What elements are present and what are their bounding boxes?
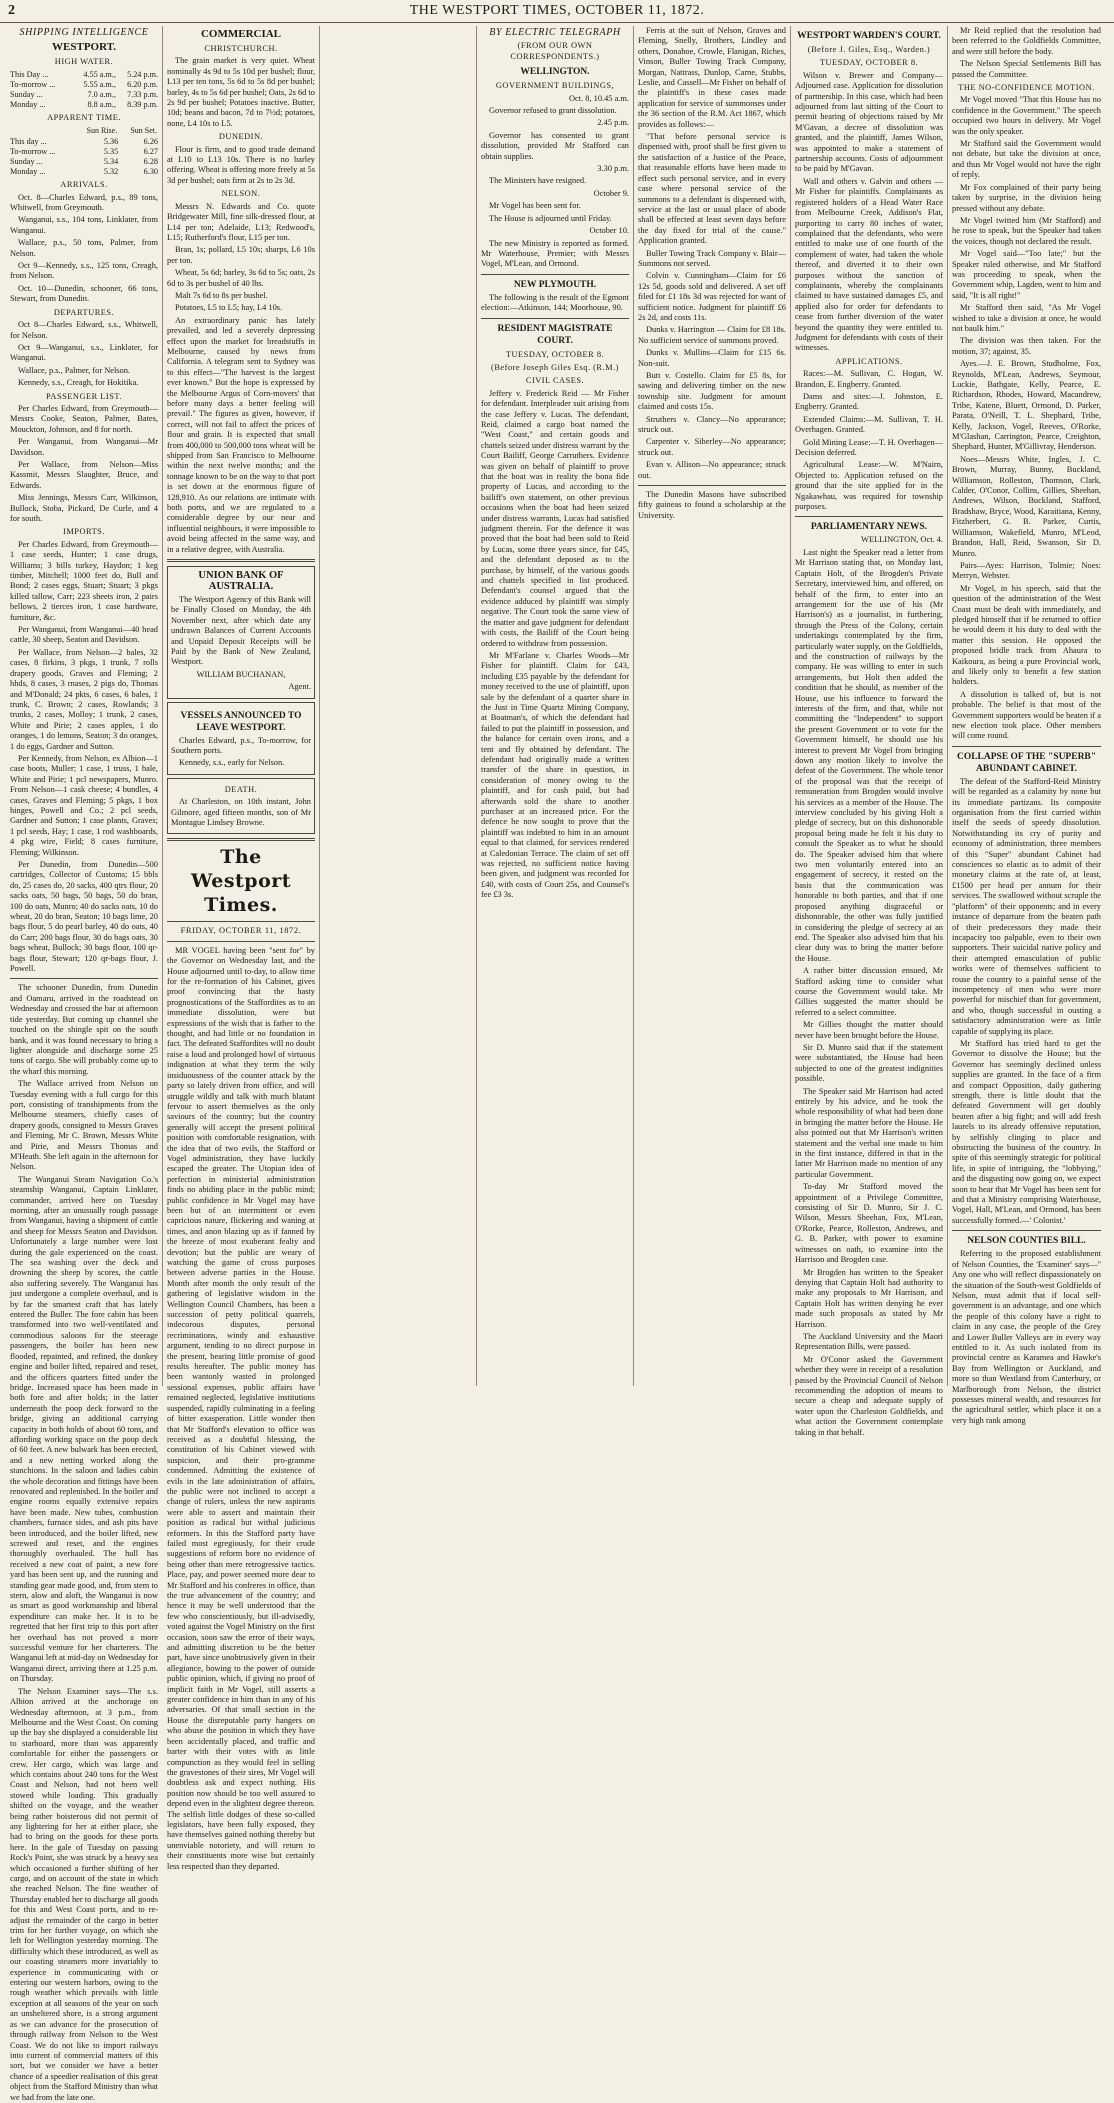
rm-court-before: (Before Joseph Giles Esq. (R.M.) — [491, 362, 619, 372]
cell: 8.8 a.m., — [87, 99, 116, 109]
nelson-report: An extraordinary panic has lately prevailed, and led a severely depressing effect upon the market for breadstuffs in Melbourne, caused by news from California. A telegram sent to Sydney was to this effect—"The harvest is the largest ever known." But the hope is expressed by the Melbourne Argus of Corn-movers' that before many days a better feeling will prevail." The figures as given, however, if correct, will not fail to affect the prices of flour and grain. It is expected that small from 400,000 to 500,000 tons wheat will be shipped from San Francisco to Melbourne within the next twelve months; and the tonnage known to be on the way to that port is set down at the enormous figure of 128,910. As our relations are intimate with both ports, and we are regulated to a considerable degree by our near and influential neighbours, it were impossible to avoid being affected in the same way, and in a relative degree, with Australia. — [167, 315, 315, 554]
court-case: Wilson v. Brewer and Company—Adjourned case. Application for dissolution of partnership. In this case, which had been adjourned from last sitting of the Court to permit hearing of objections raised by Mr M'Gavan, a decree of dissolution was granted, and the plaintiff, James Wilson, was appointed to make a statement of partnership accounts. Costs of adjournment to be paid by M'Gavan. — [795, 70, 943, 174]
court-case: Struthers v. Clancy—No appearance; struck out. — [638, 414, 786, 435]
collapse-heading: COLLAPSE OF THE "SUPERB" ABUNDANT CABINET. — [956, 751, 1097, 774]
shipping-news-paragraph: The Nelson Examiner says—The s.s. Albion arrived at the anchorage on Wednesday afternoon, at 3 p.m., from Melbourne and the West Coast. On coming up the bay she displayed a considerable list to starboard, more than was apparently comfortable for either the passengers or crew. Her cargo, which was large and which contains about 240 tons for the West Coast and Nelson, had not been well stowed while loading. This gradually shifted on the voyage, and the weather being rather boisterous did not permit of any lightering for her at either place, she had to bring on the goods for these ports here. In the gale of Tuesday on passing Rock's Point, she was struck by a heavy sea which occasioned a further shifting of her cargo, and on account of the state in which she reached Nelson. The fine weather of Thursday enabled her to discharge all goods for this and West Coast ports, and to re-adjust the remainder of the cargo in better trim for her further voyage, on which she left for Wellington yesterday morning. The difficulty which these introduced, as well as our coasting steamers more invariably to experience in communicating with or entering our western harbors, owing to the rough weather which prevails with little exception at all seasons of the year on such an unsheltered shore, is a strong argument as we can advance for the prosecution of through railway from Nelson to the West Coast. We do not like to import railways into current of commercial matters of this sort, but we consider we have a better chance of a speedier realisation of this great object from the Stafford Ministry than what we had from the late one. — [10, 1686, 158, 2102]
divider — [481, 274, 629, 275]
cell: This Day ... — [10, 69, 49, 79]
table-row — [10, 70, 158, 80]
new-plymouth-body: The following is the result of the Egmont election:—Atkinson, 144; Moorhouse, 90. — [481, 292, 629, 313]
nelson-report: Messrs N. Edwards and Co. quote Bridgewater Mill, fine silk-dressed flour, at L14 per ton; Adelaide, L13; Redwood's, L15; Rutherford's flour, L15 per ton. — [167, 201, 315, 242]
arrival-entry: Wanganui, s.s., 104 tons, Linklater, from Wanganui. — [10, 215, 158, 235]
parliamentary-paragraph: A rather bitter discussion ensued, Mr Stafford asking time to consider what course the Government would take. Mr Gillies suggested the matter should be referred to a select committee. — [795, 966, 943, 1017]
no-confidence-paragraph: Noes—Messrs White, Ingles, J. C. Brown, Murray, Bunny, Buckland, Williamson, Rolleston, Thomson, Clark, Calder, O'Conor, Collins, Gillies, Sheehan, Andrews, Wilson, Buckland, Stafford, Bradshaw, Bryce, Wood, Karaitiana, Kenny, Fitzherbert, G. B. Parker, Curtis, Williamson, Wakefield, Munro, M'Leod, Brandon, Hall, Reid, Swanson, Sir D. Munro. — [952, 454, 1101, 558]
parliamentary-paragraph: Mr O'Conor asked the Government whether they were in receipt of a resolution passed by the Provincial Council of Nelson recommending the adoption of means to secure a cheap and adequate supply of water upon the Charleston Goldfields, and what action the Government contemplate taking in that behalf. — [795, 1354, 943, 1437]
telegraph-time: October 10. — [589, 226, 629, 236]
imports-heading: IMPORTS. — [63, 527, 105, 537]
leader-article: MR VOGEL having been "sent for" by the Governor on Wednesday last, and the House adjourned until to-day, to allow time for the re-formation of his Cabinet, gives proof convincing that the hasty prognostications of the Staffordites as to an immediate dissolution, were but expressions of the wish that is father to the thought, and had little or no foundation in fact. The defeated Staffordites will no doubt raise a loud and prolonged howl of virtuous indignation at what they term the wily insiduousness of the counter attack by the party so lately driven from office, and will struggle wildly and talk with much blatant fervour to assert themselves as the only saviours of the country; but the country generally will accept the present political position with comfortable resignation, with the idea that of two evils, the Stafford or Vogel administration, they have luckily escaped the greater. The Utopian idea of perfection in ministerial administration finds no abiding place in the public mind; public confidence in Mr Vogel may have been but of an intermittent or even capricious nature, flickering and waning at times, and anon blazing up as if fanned by the breeze of most exuberant fealty and devotion; but the public are weary of watching the game of cross purposes between adverse parties in the House. Month after month the only result of the gathering of legislative wisdom in the Wellington Council Chambers, has been a succession of petty political quarrels, indecorous disputes, personal recriminations, windy and exhaustive argument, tending to no direct purpose in the present, bearing little promise of good results hereafter. The public money has been wantonly wasted in prolonged sessional expenses, public affairs have remained neglected, legislative institutions suspended, rapidly culminating in a feeling of bitter exasperation. Little wonder then that Mr Stafford's elevation to office was received as a doubtful blessing, the constitution of his Cabinet viewed with suspicion, and their pro-gramme condemned. Admitting the existence of evils in the late administration of affairs, the public were not inclined to accept a change of rulers, unless the new aspirants were able to assert and maintain their position as radical but withal judicious reformers. In this the Stafford party have failed most egregiously, for their crude suggestions of reform bore no evidence of being other than mere retrogressive tactics. Place, pay, and power seemed more dear to Mr Stafford and his confreres in office, than the true advancement of the country; and hence it may be well understood that the few who conscientiously, but ill-advisedly, voted against the Vogel Ministry on the first occasion, soon saw the error of their ways, and admitting discretion to be the better part, have since unobtrusively given in their allegiance, bowing to the power of outside public opinion, which, if giving no proof of implicit faith in Mr Vogel, still asserts a greater confidence in him than in any of his adversaries. Of that small section in the House the disreputable party hangers on who abuse the position in which they have been accidentally placed, and traffic and barter with their votes with as little compunction as they would feel in selling the gravestones of their sires, Mr Vogel will doubtless ask and expect nothing. His position now should be too well assured to depend even in the slightest degree thereon. The selfish little dodges of these so-called legislators, have been fully exposed, they have themselves gained nothing thereby but unenviable notoriety, and will return to their constituents more wise but certainly less respected than they departed. — [167, 945, 315, 1871]
telegraph-item: Governor refused to grant dissolution. — [489, 106, 617, 116]
table-row — [10, 80, 158, 90]
no-confidence-paragraph: A dissolution is talked of, but is not probable. The belief is that most of the Government supporters would be beaten if a new election took place. Other members will come round. — [952, 689, 1101, 741]
parliamentary-paragraph: Sir D. Munro said that if the statement were substantiated, the House had been subjected to one of the greatest indignities possible. — [795, 1042, 943, 1084]
divider — [10, 978, 158, 979]
union-bank-notice — [167, 566, 315, 698]
telegraph-time: 3.30 p.m. — [597, 164, 629, 174]
departure-entry: Oct 8—Charles Edward, s.s., Whitwell, for Nelson. — [10, 320, 158, 340]
departures-heading: DEPARTURES. — [53, 307, 115, 317]
wardens-court-date: TUESDAY, OCTOBER 8. — [819, 58, 919, 68]
high-water-heading: HIGH WATER. — [54, 57, 114, 67]
import-entry: Per Wallace, from Nelson—2 bales, 32 cases, 8 firkins, 3 pkgs, 1 trunk, 7 rolls drapery goods, Graves and Fleming; 2 hhds, 8 cases, 3 rnases, 2 pigs do, Thomas and M'Donald; 24 pkts, 6 cases, 6 bales, 1 trunk, C. Brown; 2 cases, Rowlands; 3 trunks, 2 cases, Molloy; 1 trunk, 2 cases, White and Pirie; 2 cases apples, 1 do oranges, 1 do lemons, Seaton; 3 do oranges, 1 do eggs, Gardner and Sutton. — [10, 647, 158, 751]
no-confidence-paragraph: Mr Fox complained of their party being taken by surprise, in the division being pressed without any debate. — [952, 182, 1101, 213]
no-confidence-heading: THE NO-CONFIDENCE MOTION. — [958, 83, 1095, 93]
divider — [167, 921, 315, 922]
vessels-body: Charles Edward, p.s., To-morrow, for Southern ports. — [171, 735, 311, 755]
union-bank-signatory: WILLIAM BUCHANAN, — [196, 669, 286, 679]
shipping-heading: SHIPPING INTELLIGENCE — [19, 27, 149, 38]
application-entry: Dams and sites:—J. Johnston, E. Engberry. Granted. — [795, 392, 943, 412]
column-1 — [6, 26, 163, 2102]
column-3 — [320, 26, 477, 1386]
collapse-paragraph: Mr Stafford has tried hard to get the Governor to dissolve the House; but the Governor has seemingly declined unless supplies are granted. In the face of a firm and compact Opposition, daily gathering strength, there is little doubt that the defeated Government will get doubly beaten after a big fight; and will add fresh laurels to its already offensive reputation, by selfishly clinging to place and obstructing the business of the country. In spite of this seemingly strategic for political life, in spite of intriguing, the "lobbying," and the disgusting now going on, we expect soon to hear that Mr Vogel has been sent for and that a Ministry comprising Waterhouse, Vogel, Hall, M'Lean, and Ormond, has been successfully formed.—' Colonist.' — [952, 1038, 1101, 1225]
court-case: Evan v. Allison—No appearance; struck out. — [638, 460, 786, 480]
court-case: Dunks v. Mullins—Claim for £15 6s. Non-suit. — [638, 348, 786, 368]
telegraph-item: The Ministers have resigned. — [489, 176, 587, 186]
arrival-entry: Oct 9—Kennedy, s.s., 125 tons, Creagh, from Nelson. — [10, 261, 158, 281]
news-item: The Dunedin Masons have subscribed fifty guineas to found a scholarship at the University. — [638, 490, 786, 520]
table-row — [10, 90, 158, 100]
death-body: At Charleston, on 10th instant, John Gilmore, aged fifteen months, son of Mr Montague Lindsey Browne. — [171, 797, 311, 827]
court-case: Carpenter v. Siberley—No appearance; struck out. — [638, 437, 786, 457]
cell: 5.32 — [103, 167, 119, 177]
court-case: Buller Towing Track Company v. Blair—Summons not served. — [638, 248, 786, 268]
cell: 5.55 a.m., — [83, 79, 116, 89]
cell: To-morrow ... — [10, 147, 56, 157]
table-row — [10, 100, 158, 110]
vessels-body: Kennedy, s.s., early for Nelson. — [179, 758, 285, 768]
parliamentary-paragraph: Last night the Speaker read a letter from Mr Harrison stating that, on Monday last, Captain Holt, of the Brogden's Private Secretary, interviewed him, and offered, on behalf of the firm, to enter into an arrangement for the use of his (Mr Harrison's) as a journalist, in furthering, through the Press of the Colony, certain undertakings contemplated by the firm, particularly water supply, on the Goldfields, and the construction of railways by the company. He was willing to enter in such arrangements, but Holt then added the condition that he should, as member of the House, use his influence to forward the interests of the firm, and that, while not committing the "Independent" to support the present Government or to vote for the Government himself, he should use his interest to prevent Mr Vogel from bringing down any motion likely to involve the defeat of the Government. The whole tenor of the proposal was that the receipt of remuneration from Brogden would involve his services as a member of the House. The interview concluded by his giving Holt a pledge of secrecy, but on this dishonorable proposal being made he felt it his duty to consult the Speaker as to what he should do. The Speaker advised him that where two men voluntarily entered into an engagement of secrecy, it rested on the basis that the communication was honorable to both parties, and that if one proposed anything disgraceful or dishonorable, the other was fully justified in considering the pledge of secrecy at an end. The Speaker also advised him that his clear duty was to bring the matter before the House. — [795, 547, 943, 963]
no-confidence-paragraph: Pairs—Ayes: Harrison, Tolmie; Noes: Merryn, Webster. — [952, 560, 1101, 581]
nelson-report: Wheat, 5s 6d; barley, 3s 6d to 5s; oats, 2s 6d to 3s per bushel of 40 lbs. — [167, 268, 315, 288]
newspaper-flag: The Westport Times. — [190, 846, 292, 917]
rm-court-date: TUESDAY, OCTOBER 8. — [505, 349, 605, 359]
page-number: 2 — [8, 3, 15, 18]
shipping-news-paragraph: The Wanganui Steam Navigation Co.'s steamship Wanganui, Captain Linklater, commander, arrived here on Tuesday morning, after an unusually rough passage from Wanganui, having a shipment of cattle and sheep for Messrs Seaton and Davidson. Unfortunately a large number were lost during the gale experienced on the coast. The sea washing over the deck and drowning the sheep by scores, the cattle also suffering severely. The Wanganui has just undergone a complete overhaul, and is by far the smartest craft that has lately entered the Buller. The fore cabin has been transformed into two well-ventilated and commodious saloons for the steerage passengers, the boiler has been new flooded, repainted, and refined, the donkey engine and boiler lifted, repaired and reset, and the officers quarters fitted under the bridge. Increased space has been made in both fore and after holds; in the latter underneath the poop deck forward to the bridge, giving an additional carrying capacity in both holds of about 60 tons, and affording working space on the poop deck of 60 feet. A new bulwark has been erected, and a new netting worked along the stanchions. In the saloon and ladies cabin the whole decoration and fittings have been renovated and replenished. In the boiler and engine rooms equally extensive repairs have been made. New tubes, combustion chambers, furnace sides, and ash pits have been introduced, and the boiler lifted, new screwed and reset, and the engines thoroughly overhauled. The hull has received a new coat of paint, a new fore yard has been sent up, and the running and standing gear made good, and, from stem to stern, alow and aloft, the Wanganui is now as smart as good workmanship and liberal expenditure can make her. It is to be regretted that her first trip to this port after her overhaul has not proved a more successful venture for her charterers. The Wanganui left at mid-day on Wednesday for Wanganui direct, arriving there at 1.25 p.m. on Thursday. — [10, 1174, 158, 1684]
no-confidence-paragraph: Mr Stafford then said, "As Mr Vogel wished to take a division at once, he would not baulk him." — [952, 303, 1101, 333]
column-header: Sun Set. — [130, 126, 157, 136]
court-case: Wall and others v. Galvin and others — Mr Fisher for plaintiffs. Complainants as registered holders of a Head Water Race from Melbourne Creek, Addison's Flat, purporting to carry 80 inches of water, complained that the defendants, who were entitled to make use of one fourth of the complement of water, had taken the whole thereof, and diverted it to their own purposes without the sanction of complainants, whereby the complainants claimed to have sustained damages £5, and applied also for order for defendants to cease from further diversion of the water beyond the quantity they were entitled to. Judgment for defendants with costs of their witnesses. — [795, 176, 943, 353]
telegraph-time: 2.45 p.m. — [597, 118, 629, 128]
telegraph-item: Governor has consented to grant dissolution, provided Mr Stafford can obtain supplies. — [481, 130, 629, 161]
no-confidence-paragraph: Mr Vogel moved "That this House has no confidence in the Government." The speech occupied two hours in delivery. Mr Vogel was the only speaker. — [952, 95, 1101, 136]
wardens-court-before: (Before J. Giles, Esq., Warden.) — [807, 45, 931, 54]
cell: 8.39 p.m. — [127, 99, 158, 109]
no-confidence-paragraph: Mr Vogel twitted him (Mr Stafford) and he rose to speak, but the Speaker had taken the voices, though not declared the result. — [952, 215, 1101, 246]
column-2 — [163, 26, 320, 1871]
cell: To-morrow ... — [10, 79, 56, 89]
divider — [167, 559, 315, 562]
telegraph-item: Mr Vogel has been sent for. — [489, 201, 581, 211]
leader-dateline: FRIDAY, OCTOBER 11, 1872. — [180, 926, 302, 936]
nelson-report: Bran, 1s; pollard, L5 10s; sharps, L6 10s per ton. — [167, 245, 315, 265]
masthead-title: THE WESTPORT TIMES, OCTOBER 11, 1872. — [409, 3, 705, 18]
divider — [952, 746, 1101, 747]
nelson-heading: NELSON. — [221, 189, 261, 199]
arrival-entry: Wallace, p.s., 50 tons, Palmer, from Nelson. — [10, 238, 158, 258]
cell: 4.55 a.m., — [83, 69, 116, 79]
civil-cases-heading: CIVIL CASES. — [525, 376, 585, 386]
divider — [795, 516, 943, 517]
import-entry: Per Charles Edward, from Greymouth—1 case seeds, Hunter; 1 case drugs, Williams; 3 bills turkey, Haydon; 1 keg timber, Mitchell; 1000 feet do, Bull and Bond; 2 cases eggs, Stuart; Stuart; 3 pkgs killed tallow, Carr; 223 sheets iron, 2 pairs bellows, 2 tierces iron, 1 case hardware, furniture, &c. — [10, 539, 158, 622]
table-row — [10, 167, 158, 177]
collapse-paragraph: The defeat of the Stafford-Reid Ministry will be regarded as a calamity by none but its immediate partizans. Its composite organisation from the first carried within itself the seeds of speedy dissolution. Notwithstanding its cry of purity and economy of administration, three members of this "Super" abundant Cabinet had consciences so elastic as to admit of their monetary claims at the rate of, at least, £1500 per head per annum for their services. The swallowed without scruple the "platform" of their opponents; and in every instance of departure from the beaten path of their predecessors they made their incapacity too palpable, even to their own supporters. Their suicidal native policy and their attempted emasculation of public works were of themselves sufficient to rouse the country to a painful sense of the incompetency of men who were more powerful for mischief than for government, and who, though successful in ousting a satisfactory administration were as little capable of supplying its place. — [952, 776, 1101, 1036]
nelson-report: Potatoes, L5 to L5; hay, L4 10s. — [175, 303, 283, 313]
passenger-entry: Per Wanganui, from Wanganui—Mr Davidson. — [10, 437, 158, 457]
vessels-notice — [167, 702, 315, 775]
christchurch-heading: CHRISTCHURCH. — [204, 44, 278, 53]
cell: This day ... — [10, 137, 47, 147]
no-confidence-paragraph: Ayes.—J. E. Brown, Studholme, Fox, Reynolds, M'Lean, Andrews, Seymour, Luckie, Bathgate, Kelly, Pearce, E. Richardson, Rhodes, Howard, Macandrew, Tribe, Katene, Bluett, Ormond, D. Parker, Parata, O'Neill, T. L. Shephard, Tribe, Kelly, Jackson, Vogel, Reeves, O'Rorke, M'Glashan, Carrington, Pearce, Creighton, Shephard, Hunter, M'Gillivray, Henderson. — [952, 359, 1101, 452]
nelson-report: Malt 7s 6d to 8s per bushel. — [175, 290, 268, 300]
counties-bill-paragraph: Referring to the proposed establishment of Nelson Counties, the 'Examiner' says—" Any one who will reflect dispassionately on the situation of the South-west Goldfields of Nelson, must admit that if local self-government is an advantage, and one which the people of this colony have a right to claim in any case, the people of the Grey and Lower Buller Valleys are in every way entitled to it. As such isolated from its provincial centre as Karamea and Hawke's Bay from Wellington or Auckland, and more so than Westland from Canterbury, or Marlborough from Nelson, the district possesses mineral wealth, and resources for the agricultural settler, which place it on a very high rank among — [952, 1249, 1101, 1425]
divider — [481, 318, 629, 319]
high-water-table — [10, 70, 158, 110]
court-case: Mr M'Farlane v. Charles Woods—Mr Fisher for plaintiff. Claim for £43, including £35 payable by the defendant for money received to the use of plaintiff, upon sale by the defendant of a quarter share in the Just in Time Quartz Mining Company, at Boatman's, of which the defendant had failed to put the plaintiff in possession, and the balance for certain oven irons, and a tent and fly obtained by defendant. The defendant had originally made a written transfer of the share in question, in consideration of money owing to the plaintiff, and for cash paid, but had afterwards sold the share to another purchaser at an increased price. For the defence he now sought to prove that the plaintiff was indebted to him in an amount equal to that claimed, for services rendered at Caledonian Terrace. The claim of set off was rejected, no sufficient notice having been given, and judgment was recorded for £40, with costs of Court 25s, and Counsel's fee £3 3s. — [481, 650, 629, 900]
passenger-entry: Miss Jennings, Messrs Carr, Wilkinson, Bullock, Stoba, Pickard, De Curle, and 4 for south. — [10, 493, 158, 523]
cell: 6.20 p.m. — [127, 79, 158, 89]
cell: 6.30 — [143, 167, 158, 177]
arrivals-heading: ARRIVALS. — [60, 180, 108, 190]
counties-bill-heading: NELSON COUNTIES BILL. — [967, 1236, 1086, 1247]
death-heading: DEATH. — [224, 784, 258, 794]
table-header — [10, 125, 158, 137]
parliamentary-date: WELLINGTON, Oct. 4. — [861, 535, 943, 545]
arrival-entry: Oct. 10—Dunedin, schooner, 66 tons, Stewart, from Dunedin. — [10, 283, 158, 304]
cell: Monday ... — [10, 99, 46, 109]
no-confidence-paragraph: Mr Vogel, in his speech, said that the question of the administration of the West Coast must be dealt with immediately, and pledged himself that if he returned to office he would deem it his duty to deal with the matter this session. He opposed the proposed bridle track from Ahaura to Kaikoura, as being a pure Provincial work, and likely only to benefit a few station holders. — [952, 583, 1101, 687]
court-case: Ferris at the suit of Nelson, Graves and Fleming, Snelly, Brothers, Lindley and others, Donahoe, Crowle, Flanigan, Riches, Vinson, Buller Towing Track Company, Morgan, Nattrass, Dunlop, Carne, Stubbs, Leslie, and Cassell—Mr Fisher on behalf of the plaintiff's in these cases made application for service of summonses under the 36 section of the R.M. Act 1867, which provides as follows:— — [638, 26, 786, 129]
divider — [167, 838, 315, 841]
cell: 6.26 — [143, 137, 158, 147]
death-notice — [167, 778, 315, 835]
parliamentary-paragraph: Mr Brogden has written to the Speaker denying that Captain Holt had authority to make any proposals to Mr Harrison, and Captain Holt has written denying he ever made such proposals as stated by Mr Harrison. — [795, 1267, 943, 1329]
passenger-entry: Per Charles Edward, from Greymouth—Messrs Cooke, Seaton, Palmer, Bates, Mouckton, Johnson, and 8 for north. — [10, 403, 158, 434]
passenger-heading: PASSENGER LIST. — [46, 391, 122, 401]
departure-entry: Wallace, p.s., Palmer, for Nelson. — [18, 365, 131, 375]
vessels-heading: VESSELS ANNOUNCED TO LEAVE WESTPORT. — [180, 710, 302, 733]
divider — [952, 1230, 1101, 1231]
shipping-news-paragraph: The Wallace arrived from Nelson on Tuesday evening with a full cargo for this port, consisting of transhipments from the Melbourne steamers, chiefly cases of drapery goods, consigned to Messrs Graves and Fleming, Mr C. Brown, Messrs White and Pirie, and Messrs Thomas and M'Heath. She left again in the afternoon for Nelson. — [10, 1079, 158, 1172]
cell: 5.35 — [103, 147, 119, 157]
telegraph-date: Oct. 8, 10.45 a.m. — [568, 93, 629, 103]
union-bank-title: Agent. — [288, 682, 311, 692]
divider — [167, 941, 315, 942]
column-6 — [791, 26, 948, 1437]
column-7 — [948, 26, 1105, 1425]
cell: 5.34 — [103, 157, 119, 167]
application-entry: Races:—M. Sullivan, C. Hogan, W. Brandon, E. Engberry. Granted. — [795, 369, 943, 389]
telegraph-item: The House is adjourned until Friday. — [489, 213, 612, 223]
court-case: Butt v. Costello. Claim for £5 8s, for sawing and delivering timber on the new township site. Judgment for amount claimed and costs 15s. — [638, 371, 786, 412]
sun-table — [10, 125, 158, 177]
parliamentary-paragraph: The Auckland University and the Maori Representation Bills, were passed. — [795, 1331, 943, 1352]
no-confidence-paragraph: Mr Stafford said the Government would not debate, but take the division at once, and thus Mr Vogel would not have the right of reply. — [952, 139, 1101, 180]
dunedin-heading: DUNEDIN. — [218, 132, 264, 142]
new-plymouth-heading: NEW PLYMOUTH. — [513, 279, 597, 290]
cell: Monday ... — [10, 167, 46, 177]
union-bank-heading: UNION BANK OF AUSTRALIA. — [198, 570, 284, 592]
import-entry: Per Dunedin, from Dunedin—500 cartridges, Collector of Customs; 15 bbls do, 25 cases do, 20 sacks, 400 qtrs flour, 20 sacks oats, 50 bags, 50 bags, 50 do bran, 100 do oats, Munro; 40 do sacks oats, 10 do wheat, 20 do bran, Seaton; 10 bags lime, 20 bags flour, 5 do pearl barley, 40 do oats, 40 do Carr; 200 bags flour, 30 do bags oats, 30 bags wheat, Bullock; 30 bags flour, 100 qr-bags flour, Stewart; 120 qr-bags flour, J. Powell. — [10, 860, 158, 974]
column-5 — [634, 26, 791, 1386]
telegraph-subheading: (FROM OUR OWN CORRESPONDENTS.) — [510, 41, 600, 61]
port-heading: WESTPORT. — [52, 41, 116, 54]
telegraph-place-2: GOVERNMENT BUILDINGS, — [495, 81, 615, 91]
application-entry: Gold Mining Lease:—T. H. Overhagen—Decision deferred. — [795, 437, 943, 458]
cell: 7.0 a.m., — [87, 89, 116, 99]
import-entry: Per Kennedy, from Nelson, ex Albion—1 case boots, Muller; 1 case, 1 truss, 1 bale, White and Pirie; 1 pcl newspapers, Munro. From Nelson—1 cask cheese; 4 bundles, 4 cases, Graves and Fleming; 5 pkgs, 1 box hinges, Powell and Co.; 2 pcl seeds, Gardner and Sutton; 1 case plants, Graves; 1 pcl seeds, Hay; 1 case, 1 rod washboards, 4 pkg wire, Field; 8 cases furniture, Fleming; Wilkinson. — [10, 753, 158, 857]
departure-entry: Oct 9—Wanganui, s.s., Linklater, for Wanganui. — [10, 342, 158, 363]
telegraph-heading: BY ELECTRIC TELEGRAPH — [489, 27, 621, 38]
union-bank-body: The Westport Agency of this Bank will be Finally Closed on Monday, the 4th November next, after which date any undrawn Balances of Current Accounts and Unpaid Deposit Receipts will be Paid by the Bank of New Zealand, Westport. — [171, 594, 311, 667]
telegraph-place: WELLINGTON. — [520, 67, 590, 78]
cell: 6.27 — [143, 147, 158, 157]
telegraph-item: The new Ministry is reported as formed. Mr Waterhouse, Premier; with Messrs Vogel, M'Lean, and Ormond. — [481, 238, 629, 269]
parliamentary-paragraph: The Nelson Special Settlements Bill has passed the Committee. — [952, 59, 1101, 79]
parliamentary-heading: PARLIAMENTARY NEWS. — [810, 522, 928, 533]
parliamentary-paragraph: Mr Gillies thought the matter should never have been brought before the House. — [795, 1020, 943, 1040]
cell: Sunday ... — [10, 157, 43, 167]
court-case: Colvin v. Cunningham—Claim for £6 12s 5d, goods sold and delivered. A set off filed for £1 18s 3d was rejected for want of sufficient notice. Judgment for plaintiff £6 2s 2d, and costs 11s. — [638, 271, 786, 322]
column-4 — [477, 26, 634, 1386]
divider — [638, 485, 786, 486]
cell: 7.33 p.m. — [127, 89, 158, 99]
columns — [6, 26, 1108, 2102]
dunedin-report: Flour is firm, and to good trade demand at L10 to L13 10s. There is no barley offering. Wheat is offering more freely at 5s 3d per bushel; oats firm at 2s to 2s 3d. — [167, 144, 315, 185]
commercial-heading: COMMERCIAL — [200, 28, 282, 40]
wardens-court-heading: WESTPORT WARDEN'S COURT. — [797, 31, 941, 41]
no-confidence-paragraph: The division was then taken. For the motion, 37; against, 35. — [952, 336, 1101, 356]
rm-court-heading: RESIDENT MAGISTRATE COURT. — [497, 323, 613, 346]
column-header: Sun Rise. — [86, 126, 118, 136]
no-confidence-paragraph: Mr Vogel said—"Too late;" but the Speaker ruled otherwise, and Mr Stafford was proceeding to speak, when the Government whip, Lagden, went to him and said, "It is all right!" — [952, 249, 1101, 300]
masthead — [0, 0, 1114, 23]
arrival-entry: Oct. 8—Charles Edward, p.s., 89 tons, Whitwell, from Greymouth. — [10, 192, 158, 213]
table-row — [10, 147, 158, 157]
christchurch-report: The grain market is very quiet. Wheat nominally 4s 9d to 5s 10d per bushel; flour, L13 per ten tons, 5s 6d to 5s 8d per bushel; barley, 4s to 5s 6d per bushel; Oats, 2s 6d to 2s 9d per bushel; Potatoes inactive. Butter, 10d; beans and bacon, 7d to 7½d; potatoes, none, L4 10s to L5. — [167, 56, 315, 128]
passenger-entry: Per Wallace, from Nelson—Miss Kassmit, Messrs Slaughter, Bruce, and Edwards. — [10, 459, 158, 490]
court-case: Jeffery v. Frederick Reid — Mr Fisher for defendant. Interpleader suit arising from the case Jeffery v. Lucas. The defendant, Reid, claimed a cargo boat named the "West Coast," and certain goods and chattels seized under distress warrant by the Court Bailiff, George Carruthers. Evidence was given on behalf of plaintiff to prove that the boat was in reality the bona fide property of Lucas, and according to the bailiff's own statement, on other previous occasions when the boat had been seized under distress warrants, Lucas had satisfied judgment therein. For the defence it was proved that the boat had been sold to Reid by Lucas, some three years since, for £45, and the defendant deposed as to the purchase, by himself, of the various goods and chattels specified in list produced. Defendant's counsel argued that the evidence adduced by plaintiff was simply negative. The Court took the same view of the matter and gave judgment for defendant with costs, the Bailiff of the Court being ordered to withdraw from possession. — [481, 388, 629, 648]
cell: 6.28 — [143, 157, 158, 167]
apparent-time-heading: APPARENT TIME. — [47, 112, 121, 122]
table-row — [10, 157, 158, 167]
application-entry: Extended Claims:—M. Sullivan, T. H. Overhagen. Granted. — [795, 414, 943, 435]
parliamentary-paragraph: The Speaker said Mr Harrison had acted entirely by his advice, and he took the whole responsibility of what had been done in bringing the matter before the House. He also pointed out that Mr Harrison's written statement and the verbal one made to him in the first instance, differed in that in the latter Mr Harrison made no mention of any particular Government. — [795, 1086, 943, 1179]
import-entry: Per Wanganui, from Wanganui—40 head cattle, 30 sheep, Seaton and Davidson. — [10, 625, 158, 645]
cell: Sunday ... — [10, 89, 43, 99]
departure-entry: Kennedy, s.s., Creagh, for Hokitika. — [18, 378, 139, 388]
table-row — [10, 137, 158, 147]
parliamentary-paragraph: To-day Mr Stafford moved the appointment of a Privilege Committee, consisting of Sir D. Munro, Sir J. C. Wilson, Messrs Sheehan, Fox, M'Lean, O'Rorke, Pearce, Rolleston, Andrews, and G. B. Parker, with power to examine witnesses on oath, to examine into the Harrison and Brogden case. — [795, 1182, 943, 1265]
parliamentary-paragraph: Mr Reid replied that the resolution had been referred to the Goldfields Committee, and were still before the body. — [952, 26, 1101, 56]
cell: 5.36 — [103, 137, 119, 147]
shipping-news-paragraph: The schooner Dunedin, from Dunedin and Oamaru, arrived in the roadstead on Wednesday and crossed the bar at afternoon tide yesterday. But coming up channel she touched on the shingle spit on the south bank, and it was found necessary to bring a lighter alongside and discharge some 25 tons of cargo. She will probably come up to the wharf this morning. — [10, 983, 158, 1076]
applications-heading: APPLICATIONS. — [835, 356, 903, 366]
telegraph-time: October 9. — [593, 188, 629, 198]
court-case: Dunks v. Harrington — Claim for £8 18s. No sufficient service of summons proved. — [638, 325, 786, 345]
application-entry: Agricultural Lease:—W. M'Nairn, Objected to. Application refused on the ground that the site applied for in the Ngakawhau, was required for township purposes. — [795, 460, 943, 512]
cell: 5.24 p.m. — [127, 69, 158, 79]
court-case: "That before personal service is dispensed with, proof shall be first given to the satisfaction of a Justice of the Peace, that reasonable efforts have been made to effect such personal service, and in every case where personal service of the summons to a defendant is dispensed with, service at the last or usual place of abode shall be effected at least seven days before the day fixed for trial of the cause." Application granted. — [638, 132, 786, 246]
